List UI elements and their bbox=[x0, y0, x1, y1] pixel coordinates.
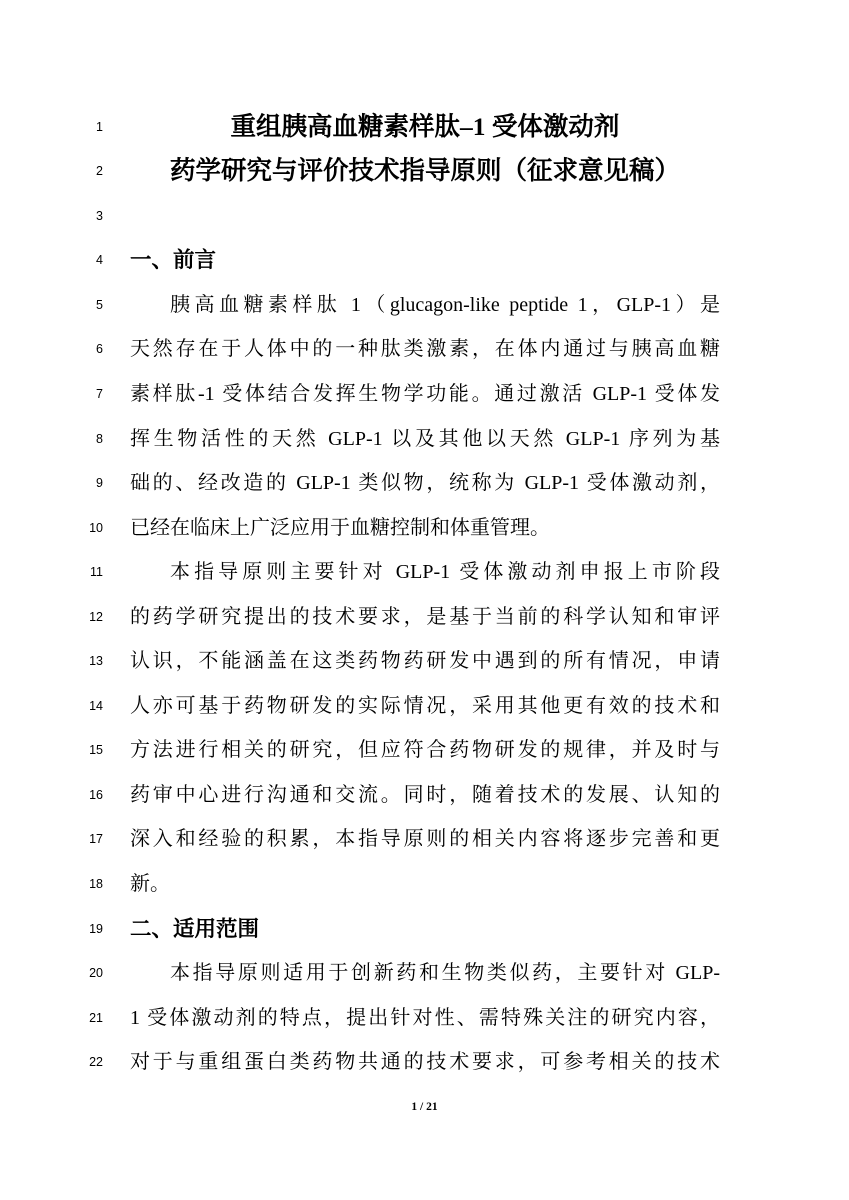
document-body bbox=[0, 105, 849, 1085]
document-line bbox=[0, 684, 849, 729]
document-line bbox=[0, 773, 849, 818]
section-heading: 一、前言 bbox=[130, 248, 217, 273]
document-line bbox=[0, 327, 849, 372]
document-title-line: 药学研究与评价技术指导原则（征求意见稿） bbox=[169, 156, 680, 186]
body-text-line: 础的、经改造的 GLP-1 类似物，统称为 GLP-1 受体激动剂， bbox=[130, 472, 720, 495]
document-line bbox=[0, 550, 849, 595]
document-line bbox=[0, 417, 849, 462]
body-text-line: 1 受体激动剂的特点，提出针对性、需特殊关注的研究内容， bbox=[130, 1006, 720, 1029]
body-text-line: 人亦可基于药物研发的实际情况，采用其他更有效的技术和 bbox=[130, 694, 720, 717]
document-line bbox=[0, 817, 849, 862]
body-text-line: 天然存在于人体中的一种肽类激素，在体内通过与胰高血糖 bbox=[130, 338, 720, 361]
body-text-line: 新。 bbox=[130, 872, 170, 895]
line-number: 9 bbox=[96, 476, 103, 491]
body-text-line: 本指导原则适用于创新药和生物类似药，主要针对 GLP- bbox=[170, 962, 720, 985]
body-text-line: 的药学研究提出的技术要求，是基于当前的科学认知和审评 bbox=[130, 605, 720, 628]
line-number: 20 bbox=[89, 966, 103, 981]
line-number: 7 bbox=[96, 386, 103, 401]
document-line bbox=[0, 862, 849, 907]
document-line bbox=[0, 461, 849, 506]
line-number: 8 bbox=[96, 431, 103, 446]
line-number: 2 bbox=[96, 164, 103, 179]
line-number: 5 bbox=[96, 297, 103, 312]
body-text-line: 本指导原则主要针对 GLP-1 受体激动剂申报上市阶段 bbox=[170, 561, 720, 584]
line-number: 3 bbox=[96, 208, 103, 223]
body-text-line: 素样肽-1 受体结合发挥生物学功能。通过激活 GLP-1 受体发 bbox=[130, 382, 720, 405]
document-line bbox=[0, 105, 849, 150]
body-text-line: 已经在临床上广泛应用于血糖控制和体重管理。 bbox=[130, 516, 550, 539]
section-heading: 二、适用范围 bbox=[130, 916, 260, 941]
body-text-line: 对于与重组蛋白类药物共通的技术要求，可参考相关的技术 bbox=[130, 1051, 720, 1074]
body-text-line: 认识，不能涵盖在这类药物药研发中遇到的所有情况，申请 bbox=[130, 650, 720, 673]
body-text-line: 深入和经验的积累，本指导原则的相关内容将逐步完善和更 bbox=[130, 828, 720, 851]
document-line bbox=[0, 372, 849, 417]
document-line bbox=[0, 506, 849, 551]
body-text-line: 胰高血糖素样肽 1（glucagon-like peptide 1，GLP-1）是 bbox=[170, 293, 720, 316]
document-line bbox=[0, 194, 849, 239]
line-number: 4 bbox=[96, 253, 103, 268]
line-number: 18 bbox=[89, 876, 103, 891]
line-number: 1 bbox=[96, 119, 103, 134]
line-number: 17 bbox=[89, 832, 103, 847]
line-number: 14 bbox=[89, 698, 103, 713]
body-text-line: 药审中心进行沟通和交流。同时，随着技术的发展、认知的 bbox=[130, 783, 720, 806]
page-number: 1 / 21 bbox=[411, 1101, 438, 1113]
body-text-line: 挥生物活性的天然 GLP-1 以及其他以天然 GLP-1 序列为基 bbox=[130, 427, 720, 450]
line-number: 11 bbox=[90, 565, 103, 580]
document-line bbox=[0, 149, 849, 194]
document-line bbox=[0, 996, 849, 1041]
document-line bbox=[0, 238, 849, 283]
line-number: 6 bbox=[96, 342, 103, 357]
line-number: 13 bbox=[89, 654, 103, 669]
document-line bbox=[0, 595, 849, 640]
line-number: 19 bbox=[89, 921, 103, 936]
line-number: 15 bbox=[89, 743, 103, 758]
document-title-line: 重组胰高血糖素样肽–1 受体激动剂 bbox=[230, 111, 620, 141]
line-number: 22 bbox=[89, 1055, 103, 1070]
document-line bbox=[0, 1040, 849, 1085]
line-number: 10 bbox=[89, 520, 103, 535]
document-line bbox=[0, 283, 849, 328]
document-line bbox=[0, 951, 849, 996]
document-line bbox=[0, 639, 849, 684]
document-line bbox=[0, 728, 849, 773]
line-number: 12 bbox=[89, 609, 103, 624]
line-number: 21 bbox=[89, 1010, 103, 1025]
document-line bbox=[0, 907, 849, 952]
line-number: 16 bbox=[89, 787, 103, 802]
body-text-line: 方法进行相关的研究，但应符合药物研发的规律，并及时与 bbox=[130, 739, 720, 762]
